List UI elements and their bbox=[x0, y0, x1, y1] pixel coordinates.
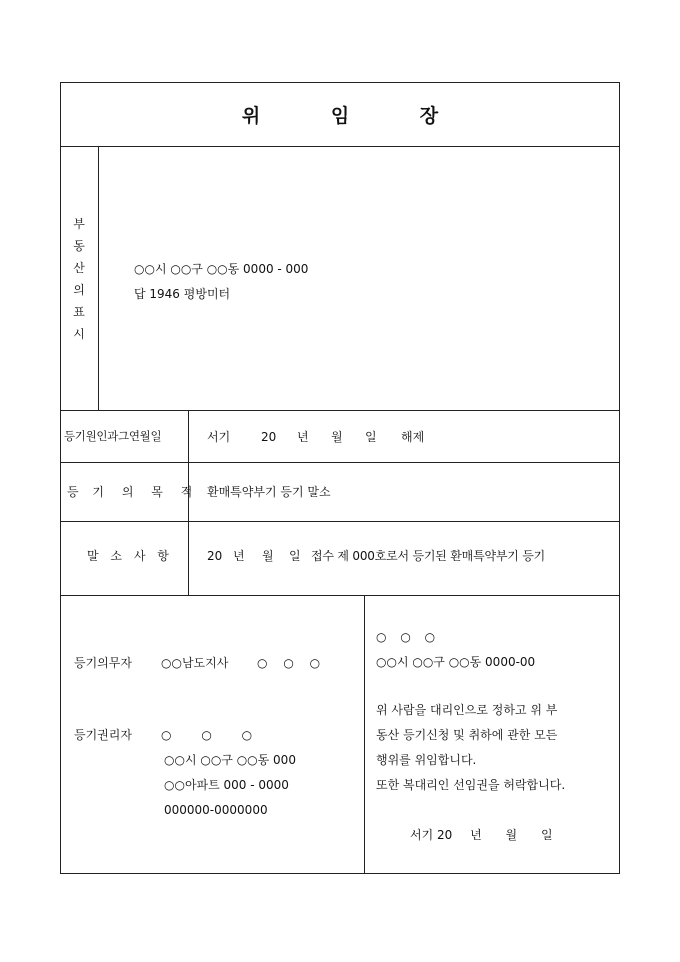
agent-statement-line: 또한 복대리인 선임권을 허락합니다. bbox=[376, 778, 566, 792]
title-char: 위 bbox=[241, 105, 261, 127]
holder-id-number: 000000-0000000 bbox=[164, 803, 268, 817]
cancel-year: 20 bbox=[207, 549, 223, 563]
cancel-day-unit: 일 bbox=[289, 549, 301, 563]
cause-year-unit: 년 bbox=[297, 430, 309, 444]
obligor-org: ○○남도지사 bbox=[161, 656, 229, 670]
cancel-label: 말 소 사 항 bbox=[87, 549, 169, 563]
document-title bbox=[61, 101, 619, 128]
purpose-label: 등 기 의 목 적 bbox=[67, 485, 193, 499]
holder-apartment: ○○아파트 000 - 0000 bbox=[164, 778, 289, 792]
row-divider bbox=[61, 595, 619, 596]
property-land: 답 1946 평방미터 bbox=[134, 287, 231, 301]
obligor-label: 등기의무자 bbox=[74, 656, 132, 670]
title-char: 임 bbox=[330, 105, 350, 127]
cancel-detail: 접수 제 000호로서 등기된 환매특약부기 등기 bbox=[311, 549, 546, 563]
obligor-name: ○ ○ ○ bbox=[257, 656, 321, 670]
row-divider bbox=[61, 410, 619, 411]
agent-address: ○○시 ○○구 ○○동 0000-00 bbox=[376, 655, 536, 669]
title-char: 장 bbox=[419, 105, 439, 127]
agent-name: ○ ○ ○ bbox=[376, 630, 436, 644]
holder-address: ○○시 ○○구 ○○동 000 bbox=[164, 753, 296, 767]
cause-type: 해제 bbox=[401, 430, 425, 444]
cancel-month-unit: 월 bbox=[262, 549, 274, 563]
cause-month-unit: 월 bbox=[331, 430, 343, 444]
cause-day-unit: 일 bbox=[365, 430, 377, 444]
purpose-value: 환매특약부기 등기 말소 bbox=[207, 485, 331, 499]
agent-statement-line: 위 사람을 대리인으로 정하고 위 부 bbox=[376, 703, 558, 717]
power-of-attorney-form bbox=[60, 82, 620, 874]
agent-date: 서기 20 년 월 일 bbox=[410, 828, 553, 842]
column-divider bbox=[188, 410, 189, 595]
row-divider bbox=[61, 146, 619, 147]
agent-statement-line: 행위를 위임합니다. bbox=[376, 753, 477, 767]
row-divider bbox=[61, 462, 619, 463]
column-divider bbox=[364, 595, 365, 874]
cancel-year-unit: 년 bbox=[233, 549, 245, 563]
holder-name: ○ ○ ○ bbox=[161, 728, 253, 742]
row-divider bbox=[61, 521, 619, 522]
column-divider bbox=[98, 146, 99, 410]
cause-label: 등기원인과그연월일 bbox=[64, 429, 162, 443]
cause-year: 20 bbox=[261, 430, 277, 444]
holder-label: 등기권리자 bbox=[74, 728, 132, 742]
agent-statement-line: 동산 등기신청 및 취하에 관한 모든 bbox=[376, 728, 558, 742]
property-label: 부 동 산 의 표 시 bbox=[73, 217, 85, 341]
property-address: ○○시 ○○구 ○○동 0000 - 000 bbox=[134, 262, 309, 276]
cause-year-prefix: 서기 bbox=[207, 430, 231, 444]
